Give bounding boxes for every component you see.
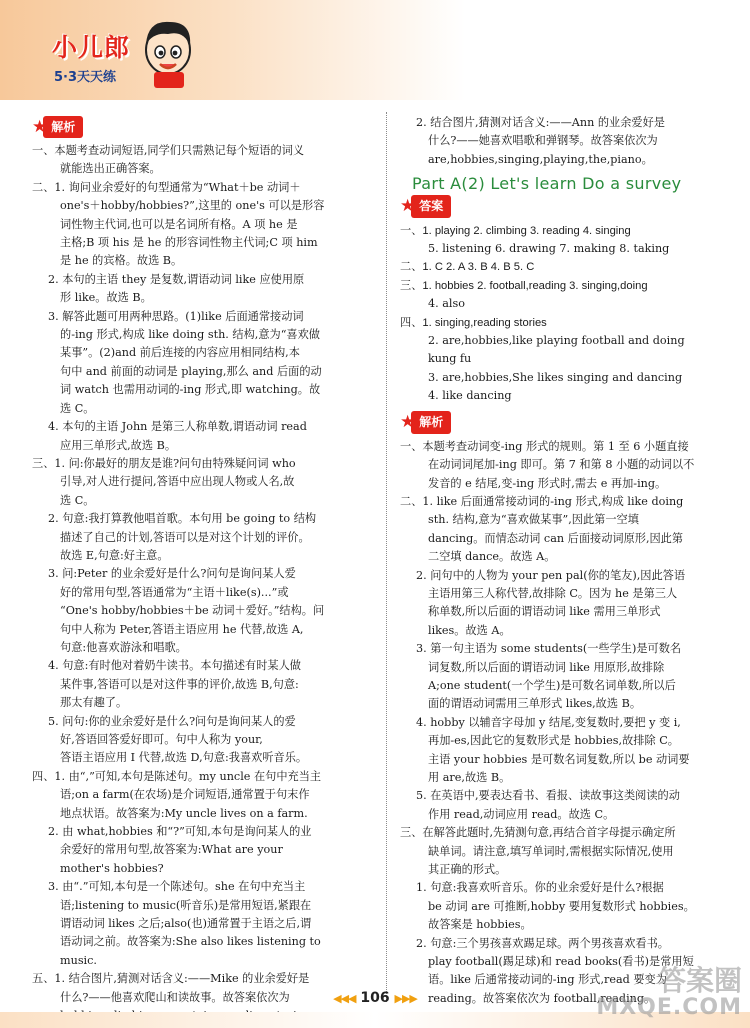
text-line: 一、本题考查动词变-ing 形式的规则。第 1 至 6 小题直接 [400,439,689,453]
text-line: sth. 结构,意为“喜欢做某事”,因此第一空填 [428,513,639,527]
page-number: 106 [360,990,390,1006]
text-line: 2. 句意:我打算教他唱首歌。本句用 be going to 结构 [48,512,317,526]
text-line: 一、本题考查动词短语,同学们只需熟记每个短语的词义 [32,144,305,157]
text-line: 词 watch 也需用动词的-ing 形式,即 watching。故 [60,383,321,397]
text-line: 故答案是 hobbies。 [428,918,532,932]
text-line: 某件事,答语可以是对这件事的评价,故选 B,句意: [60,677,299,691]
text-line: 2. 句意:三个男孩喜欢踢足球。两个男孩喜欢看书。 [416,936,669,950]
text-line: 二空填 dance。故选 A。 [428,550,556,564]
text-line: 发音的 e 结尾,变-ing 形式时,需去 e 再加-ing。 [428,476,667,490]
brand-title: 小儿郎 [52,33,131,62]
text-line: 谓语动词 likes 之后;also(也)通常置于主语之后,谓 [60,917,312,931]
text-line: 词性物主代词,也可以是名词所有格。A 项 he 是 [60,217,298,231]
star-icon: ★ [32,116,48,137]
text-line: reading。故答案依次为 football,reading。 [428,991,656,1005]
text-line: 描述了自己的计划,答语可以是对这个计划的评价。 [60,530,310,544]
text-line: 三、在解答此题时,先猜测句意,再结合首字母提示确定所 [400,826,676,840]
arrow-right-icon: ▶▶▶ [394,992,417,1005]
text-line: 2. 本句的主语 they 是复数,谓语动词 like 应使用原 [48,272,305,286]
text-line: 5. listening 6. drawing 7. making 8. taking [428,242,670,256]
text-line: 4. 本句的主语 John 是第三人称单数,谓语动词 read [48,420,307,434]
series-title: 5·3天天练 [54,70,117,85]
text-line: 3. 由“.”可知,本句是一个陈述句。she 在句中充当主 [48,880,306,894]
watermark [596,966,742,1020]
left-column [32,114,372,1026]
text-line: 语;listening to music(听音乐)是常用短语,紧跟在 [60,898,312,912]
text-line: 面的谓语动词需用三单形式 likes,故选 B。 [428,697,642,711]
text-line: 用 are,故选 B。 [428,771,511,784]
text-line: 答语主语应用 I 代替,故选 D,句意:我喜欢听音乐。 [60,751,308,765]
text-line: 4. like dancing [428,389,512,403]
text-line: 地点状语。故答案为:My uncle lives on a farm. [60,806,308,820]
text-line: 三、1. hobbies 2. football,reading 3. singing,doing [400,279,648,292]
text-line: 那太有趣了。 [60,696,128,710]
text-line: 2. 结合图片,猜测对话含义:——Ann 的业余爱好是 [416,116,665,129]
text-line: 什么?——她喜欢唱歌和弹钢琴。故答案依次为 [428,134,658,148]
text-line: play football(踢足球)和 read books(看书)是常用短 [428,955,694,969]
text-line: 好的常用句型,答语通常为“主语＋like(s)...”或 [60,585,289,599]
text-line: 的-ing 形式,构成 like doing sth. 结构,意为“喜欢做 [60,328,320,342]
text-line: 主语用第三人称代替,故排除 C。因为 he 是第三人 [428,586,678,600]
text-line: 四、1. 由“,”可知,本句是陈述句。my uncle 在句中充当主 [32,769,322,783]
answer-tag: ★ 答案 [400,196,700,218]
star-icon: ★ [400,196,416,217]
text-line: 3. 问:Peter 的业余爱好是什么?问句是询问某人爱 [48,567,296,581]
text-line: 选 C。 [60,401,95,415]
text-line: 主格;B 项 his 是 he 的形容词性物主代词;C 项 him [60,236,318,250]
page-header [0,0,750,100]
text-line: 句中人称为 Peter,答语主语应用 he 代替,故选 A, [60,622,304,636]
section-title: Part A(2) Let's learn Do a survey [412,174,682,194]
text-line: 余爱好的常用句型,故答案为:What are your [60,843,283,857]
text-line: 1. 句意:我喜欢听音乐。你的业余爱好是什么?根据 [416,881,664,895]
text-line: 选 C。 [60,493,95,507]
text-line: 4. 句意:有时他对着奶牛读书。本句描述有时某人做 [48,659,301,673]
text-line: 3. 解答此题可用两种思路。(1)like 后面通常接动词 [48,309,304,323]
text-line: 四、1. singing,reading stories [400,316,547,329]
brand-logo [38,8,208,94]
text-line: 什么?——他喜欢爬山和读故事。故答案依次为 [60,990,290,1004]
text-line: 4. hobby 以辅音字母加 y 结尾,变复数时,要把 y 变 i, [416,715,681,729]
left-analysis-text [32,142,372,1026]
text-line: 一、1. playing 2. climbing 3. reading 4. singing [400,224,631,237]
text-line: 是 he 的宾格。故选 B。 [60,254,183,268]
text-line: 缺单词。请注意,填写单词时,需根据实际情况,使用 [428,844,674,858]
text-line: 作用 read,动词应用 read。故选 C。 [428,807,615,821]
text-line: A;one student(一个学生)是可数名词单数,所以后 [428,678,676,692]
text-line: 某事”。(2)and 前后连接的内容应用相同结构,本 [60,346,300,360]
text-line: 5. 问句:你的业余爱好是什么?问句是询问某人的爱 [48,714,296,728]
text-line: 语。like 后通常接动词的-ing 形式,read 要变为 [428,973,667,987]
text-line: 二、1. like 后面通常接动词的-ing 形式,构成 like doing [400,494,684,508]
text-line: 句中 and 前面的动词是 playing,那么 and 后面的动 [60,364,322,378]
text-line: “One's hobby/hobbies＋be 动词＋爱好。”结构。问 [60,604,325,618]
text-line: dancing。而情态动词 can 后面接动词原形,因此第 [428,531,684,545]
text-line: 二、1. 询问业余爱好的句型通常为“What＋be 动词＋ [32,180,301,194]
text-line: 在动词词尾加-ing 即可。第 7 和第 8 小题的动词以不 [428,458,695,472]
text-line: 词复数,所以后面的谓语动词 like 用原形,故排除 [428,660,665,674]
text-line: 引导,对人进行提问,答语中应出现人物或人名,故 [60,475,295,489]
text-line: 五、1. 结合图片,猜测对话含义:——Mike 的业余爱好是 [32,972,310,986]
text-line: 就能选出正确答案。 [60,162,161,176]
text-line: likes。故选 A。 [428,623,511,637]
text-line: 2. 由 what,hobbies 和“?”可知,本句是询问某人的业 [48,825,312,839]
text-line: are,hobbies,singing,playing,the,piano。 [428,152,653,166]
text-line: 应用三单形式,故选 B。 [60,438,177,452]
right-continuation-text [400,114,700,169]
text-line: 5. 在英语中,要表达看书、看报、读故事这类阅读的动 [416,789,680,803]
text-line: 二、1. C 2. A 3. B 4. B 5. C [400,261,535,274]
text-line: 2. are,hobbies,like playing football and doing kung fu [428,334,685,366]
text-line: 其正确的形式。 [428,863,507,877]
text-line: 好,答语回答爱好即可。句中人称为 your, [60,733,263,746]
text-line: 3. are,hobbies,She likes singing and dancing [428,370,683,384]
text-line: 称单数,所以后面的谓语动词 like 需用三单形式 [428,605,661,619]
watermark-line2: MXQE.COM [596,995,742,1020]
right-analysis-text [400,438,700,1009]
star-icon: ★ [400,412,416,433]
text-line: 主语 your hobbies 是可数名词复数,所以 be 动词要 [428,752,690,766]
text-line: be 动词 are 可推断,hobby 要用复数形式 hobbies。 [428,899,695,913]
text-line: 语动词之前。故答案为:She also likes listening to [60,935,321,949]
text-line: music. [60,953,97,967]
watermark-line1: 答案圈 [657,964,742,997]
text-line: 句意:他喜欢游泳和唱歌。 [60,640,187,654]
analysis-tag: ★ 解析 [400,412,700,434]
answer-list [400,222,700,406]
text-line: 形 like。故选 B。 [60,291,152,305]
mascot-boy-icon [138,12,198,92]
text-line: one's＋hobby/hobbies?”,这里的 one's 可以是形容 [60,199,325,213]
text-line: 2. 问句中的人物为 your pen pal(你的笔友),因此答语 [416,568,686,582]
column-divider [386,112,387,1002]
text-line: 再加-es,因此它的复数形式是 hobbies,故排除 C。 [428,734,679,748]
right-column [400,114,700,1008]
analysis-tag: ★ 解析 [32,116,372,138]
text-line: 3. 第一句主语为 some students(一些学生)是可数名 [416,642,682,656]
text-line: 故选 E,句意:好主意。 [60,548,169,562]
text-line: 三、1. 问:你最好的朋友是谁?问句由特殊疑问词 who [32,456,296,470]
arrow-left-icon: ◀◀◀ [333,992,356,1005]
text-line: mother's hobbies? [60,861,164,875]
text-line: 语;on a farm(在农场)是介词短语,通常置于句末作 [60,788,310,802]
text-line: 4. also [428,297,465,311]
